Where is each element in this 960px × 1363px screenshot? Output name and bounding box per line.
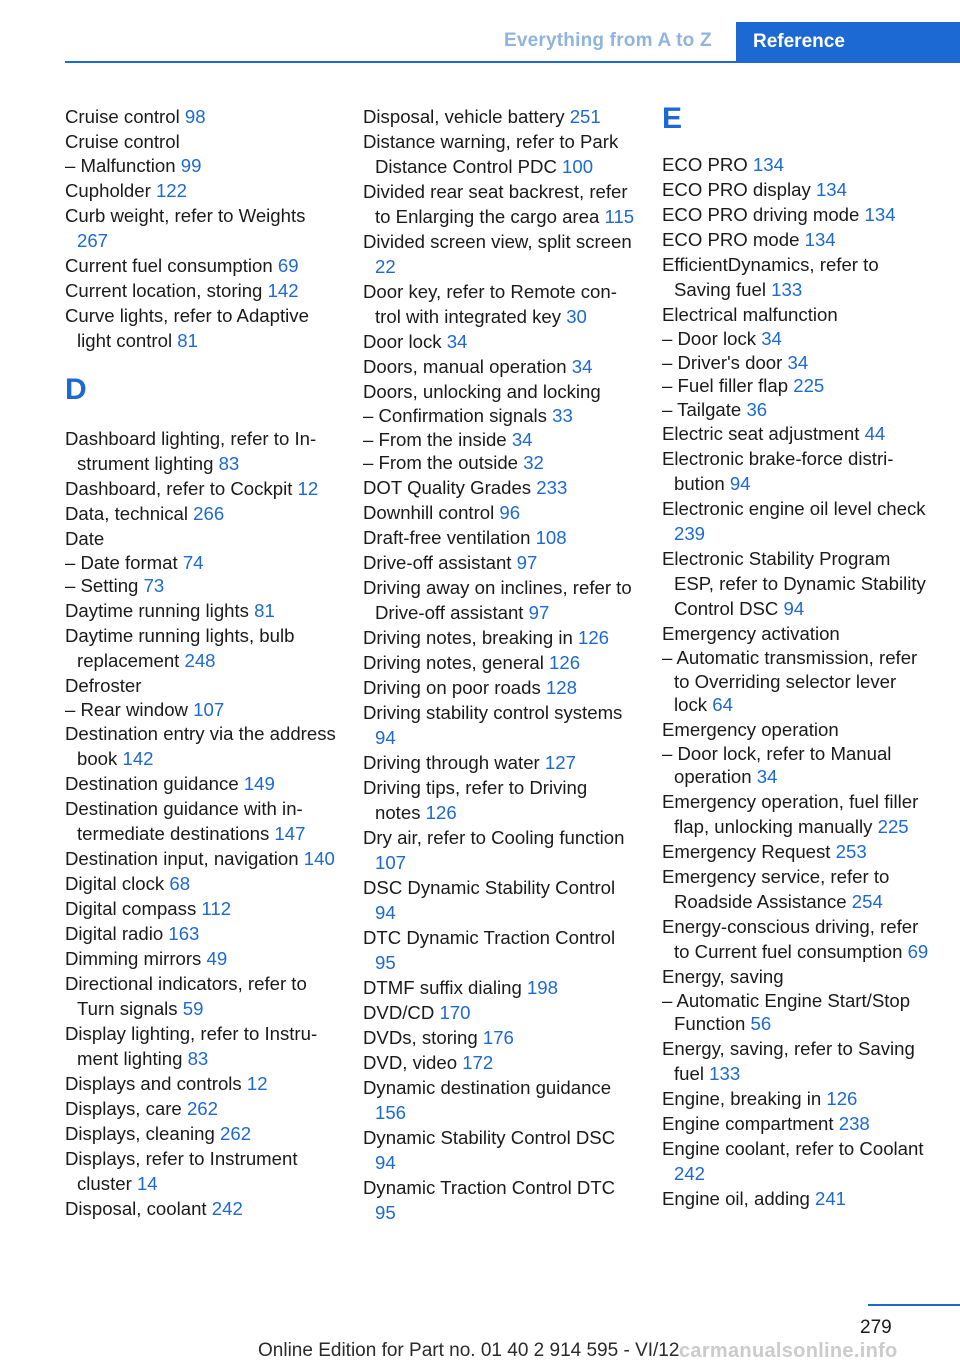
page-reference-link[interactable]: 134 bbox=[804, 229, 836, 250]
entry-term: Downhill control bbox=[363, 501, 500, 523]
entry-term: Electric seat adjustment bbox=[662, 423, 865, 444]
entry-term: Data, technical bbox=[65, 502, 194, 524]
page-header bbox=[0, 0, 960, 62]
entry-term: Engine oil, adding bbox=[662, 1187, 815, 1209]
entry-term: ECO PRO bbox=[662, 154, 753, 175]
index-entry bbox=[662, 227, 934, 252]
page-reference-link[interactable]: 133 bbox=[709, 1062, 741, 1084]
entry-term: Displays, cleaning bbox=[65, 1123, 221, 1144]
index-entry bbox=[662, 839, 934, 864]
page-reference-link[interactable]: 262 bbox=[220, 1123, 252, 1144]
index-entry bbox=[662, 864, 934, 914]
index-subentry bbox=[662, 742, 934, 789]
index-entry bbox=[363, 279, 635, 329]
page-reference-link[interactable]: 83 bbox=[187, 1048, 209, 1069]
index-entry bbox=[65, 673, 337, 698]
index-entry bbox=[65, 1121, 337, 1146]
index-subentry bbox=[662, 374, 934, 398]
entry-term: Electrical malfunction bbox=[662, 304, 838, 325]
entry-term: Emergency Request bbox=[662, 840, 836, 862]
entry-term: Destination guidance with intermediate destinations bbox=[65, 798, 303, 844]
entry-term: Emergency operation bbox=[662, 718, 839, 740]
index-subentry bbox=[363, 451, 635, 475]
page-reference-link[interactable]: 134 bbox=[815, 179, 847, 200]
entry-term: Destination guidance bbox=[65, 773, 244, 794]
page-reference-link[interactable]: 133 bbox=[771, 279, 803, 300]
index-entry bbox=[662, 1111, 934, 1136]
index-entry bbox=[65, 104, 337, 129]
index-entry bbox=[65, 253, 337, 278]
page-reference-link[interactable]: 267 bbox=[77, 229, 109, 251]
entry-term: – Automatic transmission, refer to Overriding selector lever lock bbox=[662, 647, 918, 715]
index-entry bbox=[363, 875, 635, 925]
page-reference-link[interactable]: 33 bbox=[552, 405, 573, 426]
page-reference-link[interactable]: 34 bbox=[446, 331, 468, 352]
index-entry bbox=[65, 1021, 337, 1071]
index-entry bbox=[662, 302, 934, 327]
page-reference-link[interactable]: 142 bbox=[267, 279, 299, 301]
entry-term: – Setting bbox=[65, 575, 144, 596]
index-entry bbox=[65, 771, 337, 796]
index-entry bbox=[662, 421, 934, 446]
page-reference-link[interactable]: 254 bbox=[851, 890, 883, 912]
page-reference-link[interactable]: 74 bbox=[182, 551, 204, 573]
page-reference-link[interactable]: 34 bbox=[571, 356, 593, 377]
index-entry bbox=[363, 700, 635, 750]
entry-term: Directional indicators, refer to Turn signals bbox=[65, 973, 307, 1019]
entry-term: Current location, storing bbox=[65, 279, 268, 301]
page-reference-link[interactable]: 59 bbox=[182, 998, 204, 1019]
page-reference-link[interactable]: 170 bbox=[439, 1001, 471, 1023]
entry-term: Drive-off assistant bbox=[363, 551, 517, 573]
index-entry bbox=[65, 846, 337, 871]
entry-term: Draft-free ventilation bbox=[363, 526, 536, 548]
page-reference-link[interactable]: 94 bbox=[375, 1151, 396, 1173]
entry-term: – Date format bbox=[65, 551, 183, 573]
entry-term: EfficientDynamics, refer to Saving fuel bbox=[662, 254, 879, 300]
page-reference-link[interactable]: 140 bbox=[303, 848, 335, 869]
entry-term: Driving on poor roads bbox=[363, 676, 546, 698]
index-entry bbox=[363, 550, 635, 575]
index-entry bbox=[65, 178, 337, 203]
entry-term: – From the outside bbox=[363, 452, 524, 473]
entry-term: DTMF suffix dialing bbox=[363, 976, 527, 998]
page-reference-link[interactable]: 97 bbox=[528, 601, 550, 623]
page-reference-link[interactable]: 126 bbox=[577, 626, 610, 648]
page-reference-link[interactable]: 147 bbox=[274, 823, 306, 844]
index-entry bbox=[363, 1175, 635, 1225]
page-reference-link[interactable]: 128 bbox=[545, 676, 577, 698]
index-entry bbox=[363, 1025, 635, 1050]
index-entry bbox=[65, 598, 337, 623]
page-reference-link[interactable]: 242 bbox=[211, 1198, 243, 1219]
page-reference-link[interactable]: 127 bbox=[544, 751, 576, 773]
entry-term: Curb weight, refer to Weights bbox=[65, 204, 306, 226]
page-reference-link[interactable]: 225 bbox=[793, 375, 825, 396]
page-reference-link[interactable]: 83 bbox=[218, 452, 240, 474]
index-entry bbox=[363, 975, 635, 1000]
entry-term: Driving notes, breaking in bbox=[363, 626, 578, 648]
watermark: carmanualsonline.info bbox=[679, 1340, 898, 1362]
index-subentry bbox=[65, 574, 337, 598]
index-entry bbox=[65, 129, 337, 154]
entry-term: Cruise control bbox=[65, 131, 180, 152]
index-entry bbox=[65, 721, 337, 771]
index-entry bbox=[65, 526, 337, 551]
index-entry bbox=[662, 1186, 934, 1211]
index-subentry bbox=[662, 398, 934, 422]
page-reference-link[interactable]: 126 bbox=[549, 651, 581, 673]
page-reference-link[interactable]: 99 bbox=[180, 155, 202, 176]
page-reference-link[interactable]: 149 bbox=[243, 773, 275, 794]
page-reference-link[interactable]: 98 bbox=[184, 106, 206, 127]
page-reference-link[interactable]: 94 bbox=[375, 901, 396, 923]
entry-term: Driving notes, general bbox=[363, 651, 550, 673]
index-entry bbox=[363, 1050, 635, 1075]
index-entry bbox=[363, 179, 635, 229]
entry-term: Digital compass bbox=[65, 898, 202, 919]
index-entry bbox=[363, 825, 635, 875]
entry-term: Disposal, vehicle battery bbox=[363, 106, 570, 127]
entry-term: ECO PRO driving mode bbox=[662, 204, 865, 225]
index-entry bbox=[363, 925, 635, 975]
index-entry bbox=[662, 546, 934, 621]
page-reference-link[interactable]: 176 bbox=[482, 1026, 514, 1048]
page-reference-link[interactable]: 134 bbox=[752, 154, 784, 175]
entry-term: Curve lights, refer to Adaptive light control bbox=[65, 304, 309, 351]
entry-term: Current fuel consumption bbox=[65, 254, 278, 276]
entry-term: DVDs, storing bbox=[363, 1026, 483, 1048]
entry-term: – Confirmation signals bbox=[363, 405, 553, 426]
entry-term: Cupholder bbox=[65, 179, 156, 201]
page-reference-link[interactable]: 248 bbox=[184, 649, 216, 671]
page-reference-link[interactable]: 239 bbox=[674, 523, 706, 544]
page-reference-link[interactable]: 266 bbox=[193, 502, 225, 524]
index-entry bbox=[363, 500, 635, 525]
index-entry bbox=[662, 177, 934, 202]
entry-term: – Tailgate bbox=[662, 398, 747, 420]
page-reference-link[interactable]: 49 bbox=[206, 948, 228, 969]
entry-term: DTC Dynamic Traction Control bbox=[363, 926, 616, 948]
entry-term: Daytime running lights, bulb replacement bbox=[65, 624, 295, 671]
index-subentry bbox=[65, 551, 337, 575]
section-title: Everything from A to Z bbox=[504, 30, 712, 51]
page-reference-link[interactable]: 262 bbox=[186, 1098, 218, 1119]
page-reference-link[interactable]: 95 bbox=[375, 1201, 396, 1223]
index-entry bbox=[662, 914, 934, 964]
page-reference-link[interactable]: 134 bbox=[864, 204, 896, 225]
entry-term: Driving stability control systems bbox=[363, 701, 623, 723]
index-entry bbox=[65, 476, 337, 501]
index-entry bbox=[65, 1096, 337, 1121]
page-reference-link[interactable]: 12 bbox=[297, 477, 319, 499]
entry-term: Displays and controls bbox=[65, 1073, 247, 1094]
entry-term: DSC Dynamic Stability Control bbox=[363, 876, 616, 898]
index-column-1 bbox=[65, 104, 337, 1221]
index-entry bbox=[363, 750, 635, 775]
entry-term: Electronic engine oil level check bbox=[662, 498, 926, 519]
entry-term: DVD, video bbox=[363, 1051, 463, 1073]
index-entry bbox=[65, 871, 337, 896]
index-entry bbox=[363, 625, 635, 650]
entry-term: Dynamic Traction Control DTC bbox=[363, 1176, 616, 1198]
page-reference-link[interactable]: 142 bbox=[122, 748, 154, 769]
entry-term: ECO PRO display bbox=[662, 179, 816, 200]
entry-term: – Rear window bbox=[65, 698, 194, 720]
entry-term: Displays, refer to Instrument cluster bbox=[65, 1148, 298, 1194]
page-reference-link[interactable]: 69 bbox=[907, 940, 929, 962]
index-entry bbox=[662, 496, 934, 546]
entry-term: Doors, manual operation bbox=[363, 356, 572, 377]
index-entry bbox=[65, 946, 337, 971]
entry-term: Driving away on inclines, refer to Drive-off assistant bbox=[363, 576, 632, 623]
index-entry bbox=[662, 1036, 934, 1086]
entry-term: ECO PRO mode bbox=[662, 229, 805, 250]
entry-term: Dashboard lighting, refer to Instrument lighting bbox=[65, 427, 317, 474]
page-reference-link[interactable]: 107 bbox=[193, 698, 225, 720]
index-entry bbox=[662, 152, 934, 177]
entry-term: Electronic Stability Program ESP, refer to Dynamic Stability Control DSC bbox=[662, 548, 926, 619]
entry-term: Divided rear seat backrest, refer to Enlarging the cargo area bbox=[363, 181, 628, 227]
index-entry bbox=[363, 475, 635, 500]
index-section-letter: E bbox=[662, 102, 683, 135]
index-subentry bbox=[662, 327, 934, 351]
entry-term: Engine compartment bbox=[662, 1112, 839, 1134]
page-reference-link[interactable]: 163 bbox=[168, 923, 200, 944]
entry-term: Dynamic Stability Control DSC bbox=[363, 1126, 616, 1148]
index-entry bbox=[363, 650, 635, 675]
index-entry bbox=[363, 1075, 635, 1125]
page-reference-link[interactable]: 126 bbox=[826, 1087, 858, 1109]
page-reference-link[interactable]: 14 bbox=[136, 1173, 158, 1194]
entry-term: Energy-conscious driving, refer to Current fuel consumption bbox=[662, 915, 919, 962]
footer-rule bbox=[868, 1304, 960, 1306]
page-reference-link[interactable]: 225 bbox=[877, 815, 909, 837]
entry-term: Dashboard, refer to Cockpit bbox=[65, 477, 298, 499]
index-entry bbox=[65, 501, 337, 526]
entry-term: Electronic brake-force distribution bbox=[662, 448, 894, 494]
entry-term: DVD/CD bbox=[363, 1001, 440, 1023]
page-reference-link[interactable]: 73 bbox=[143, 575, 165, 596]
page-reference-link[interactable]: 94 bbox=[729, 473, 751, 494]
index-entry bbox=[662, 1086, 934, 1111]
page-reference-link[interactable]: 156 bbox=[375, 1101, 407, 1123]
page-reference-link[interactable]: 126 bbox=[425, 801, 457, 823]
index-entry bbox=[662, 964, 934, 989]
index-entry bbox=[65, 623, 337, 673]
page-reference-link[interactable]: 34 bbox=[511, 428, 533, 450]
entry-term: Emergency activation bbox=[662, 623, 840, 644]
index-entry bbox=[65, 1071, 337, 1096]
chapter-tab: Reference bbox=[736, 22, 960, 62]
index-entry bbox=[363, 1125, 635, 1175]
index-entry bbox=[363, 775, 635, 825]
page-reference-link[interactable]: 97 bbox=[516, 551, 538, 573]
index-entry bbox=[662, 1136, 934, 1186]
entry-term: Distance warning, refer to Park Distance Control PDC bbox=[363, 131, 619, 177]
page-reference-link[interactable]: 115 bbox=[604, 206, 635, 227]
entry-term: Energy, saving bbox=[662, 965, 784, 987]
index-entry bbox=[662, 202, 934, 227]
page-reference-link[interactable]: 251 bbox=[569, 106, 601, 127]
page-reference-link[interactable]: 34 bbox=[761, 328, 782, 349]
page-reference-link[interactable]: 100 bbox=[562, 156, 594, 177]
entry-term: Digital radio bbox=[65, 923, 169, 944]
page-reference-link[interactable]: 34 bbox=[787, 351, 809, 373]
entry-term: Defroster bbox=[65, 674, 142, 696]
index-subentry bbox=[662, 646, 934, 717]
entry-term: Doors, unlocking and locking bbox=[363, 381, 601, 402]
entry-term: Destination input, navigation bbox=[65, 848, 304, 869]
entry-term: DOT Quality Grades bbox=[363, 476, 537, 498]
index-entry bbox=[662, 252, 934, 302]
entry-term: Divided screen view, split screen bbox=[363, 231, 632, 252]
index-entry bbox=[363, 354, 635, 379]
index-entry bbox=[65, 796, 337, 846]
page-reference-link[interactable]: 36 bbox=[746, 398, 768, 420]
page-reference-link[interactable]: 233 bbox=[536, 476, 568, 498]
index-entry bbox=[662, 446, 934, 496]
index-subentry bbox=[65, 154, 337, 178]
entry-term: Emergency service, refer to Roadside Assistance bbox=[662, 865, 890, 912]
page-reference-link[interactable]: 241 bbox=[815, 1187, 847, 1209]
page-reference-link[interactable]: 12 bbox=[246, 1073, 268, 1094]
entry-term: Door lock bbox=[363, 331, 447, 352]
index-entry bbox=[65, 278, 337, 303]
index-entry bbox=[65, 896, 337, 921]
page-reference-link[interactable]: 253 bbox=[835, 840, 867, 862]
index-entry bbox=[363, 104, 635, 129]
page-reference-link[interactable]: 94 bbox=[783, 598, 805, 619]
entry-term: – Automatic Engine Start/Stop Function bbox=[662, 989, 911, 1034]
index-entry bbox=[65, 971, 337, 1021]
index-entry bbox=[65, 921, 337, 946]
entry-term: Cruise control bbox=[65, 106, 185, 127]
entry-term: Dimming mirrors bbox=[65, 948, 207, 969]
edition-note: Online Edition for Part no. 01 40 2 914 595 - VI/12 bbox=[258, 1340, 680, 1361]
page-reference-link[interactable]: 68 bbox=[169, 873, 191, 894]
page-reference-link[interactable]: 94 bbox=[375, 726, 396, 748]
entry-term: Emergency operation, fuel filler flap, unlocking manually bbox=[662, 790, 919, 837]
entry-term: Destination entry via the address book bbox=[65, 723, 336, 769]
entry-term: Digital clock bbox=[65, 873, 170, 894]
entry-term: – From the inside bbox=[363, 428, 512, 450]
page-reference-link[interactable]: 69 bbox=[277, 254, 299, 276]
page-reference-link[interactable]: 44 bbox=[864, 423, 886, 444]
index-entry bbox=[363, 1000, 635, 1025]
page-reference-link[interactable]: 81 bbox=[177, 329, 198, 351]
entry-term: Date bbox=[65, 527, 105, 549]
index-subentry bbox=[363, 404, 635, 428]
index-entry bbox=[363, 575, 635, 625]
page-reference-link[interactable]: 107 bbox=[375, 851, 407, 873]
entry-term: Disposal, coolant bbox=[65, 1198, 212, 1219]
entry-term: Door key, refer to Remote control with integrated key bbox=[363, 281, 617, 327]
page-reference-link[interactable]: 32 bbox=[523, 452, 544, 473]
index-entry bbox=[662, 717, 934, 742]
page-reference-link[interactable]: 172 bbox=[462, 1051, 494, 1073]
entry-term: Display lighting, refer to Instrument lighting bbox=[65, 1023, 318, 1069]
index-entry bbox=[65, 426, 337, 476]
entry-term: – Malfunction bbox=[65, 155, 181, 176]
page-reference-link[interactable]: 198 bbox=[526, 976, 558, 998]
header-rule bbox=[65, 61, 960, 63]
entry-term: – Door lock bbox=[662, 328, 762, 349]
entry-term: – Driver's door bbox=[662, 351, 788, 373]
page-reference-link[interactable]: 34 bbox=[756, 766, 778, 787]
page-reference-link[interactable]: 96 bbox=[499, 501, 521, 523]
index-entry bbox=[65, 1196, 337, 1221]
entry-term: Dynamic destination guidance bbox=[363, 1076, 612, 1098]
entry-term: Engine coolant, refer to Coolant bbox=[662, 1137, 924, 1159]
index-entry bbox=[662, 789, 934, 839]
page-reference-link[interactable]: 108 bbox=[535, 526, 567, 548]
index-entry bbox=[65, 303, 337, 353]
index-entry bbox=[363, 525, 635, 550]
index-subentry bbox=[65, 698, 337, 722]
page-reference-link[interactable]: 238 bbox=[838, 1112, 870, 1134]
page-reference-link[interactable]: 81 bbox=[254, 599, 275, 621]
index-column-2 bbox=[363, 104, 635, 1225]
page-reference-link[interactable]: 56 bbox=[750, 1013, 772, 1034]
index-entry bbox=[363, 379, 635, 404]
index-section-letter: D bbox=[65, 372, 87, 406]
entry-term: – Door lock, refer to Manual operation bbox=[662, 742, 892, 787]
index-subentry bbox=[363, 428, 635, 452]
index-entry bbox=[363, 329, 635, 354]
page-reference-link[interactable]: 122 bbox=[155, 179, 187, 201]
index-subentry bbox=[662, 351, 934, 375]
index-entry bbox=[363, 675, 635, 700]
entry-term: Dry air, refer to Cooling function bbox=[363, 826, 625, 848]
page-reference-link[interactable]: 242 bbox=[674, 1162, 706, 1184]
index-entry bbox=[363, 129, 635, 179]
entry-term: – Fuel filler flap bbox=[662, 375, 794, 396]
entry-term: Driving through water bbox=[363, 751, 545, 773]
index-column-3 bbox=[662, 104, 934, 1211]
entry-term: Displays, care bbox=[65, 1098, 187, 1119]
page-reference-link[interactable]: 30 bbox=[566, 306, 587, 327]
index-entry bbox=[65, 203, 337, 253]
page-number: 279 bbox=[860, 1317, 892, 1338]
page-reference-link[interactable]: 95 bbox=[375, 951, 396, 973]
entry-term: Energy, saving, refer to Saving fuel bbox=[662, 1037, 915, 1084]
entry-term: Daytime running lights bbox=[65, 599, 255, 621]
index-subentry bbox=[662, 989, 934, 1036]
index-entry bbox=[662, 621, 934, 646]
page-reference-link[interactable]: 22 bbox=[375, 256, 396, 277]
entry-term: Engine, breaking in bbox=[662, 1087, 827, 1109]
entry-term: Driving tips, refer to Driving notes bbox=[363, 776, 588, 823]
page-reference-link[interactable]: 112 bbox=[201, 898, 232, 919]
index-entry bbox=[65, 1146, 337, 1196]
page-reference-link[interactable]: 64 bbox=[712, 694, 733, 715]
index-entry bbox=[363, 229, 635, 279]
